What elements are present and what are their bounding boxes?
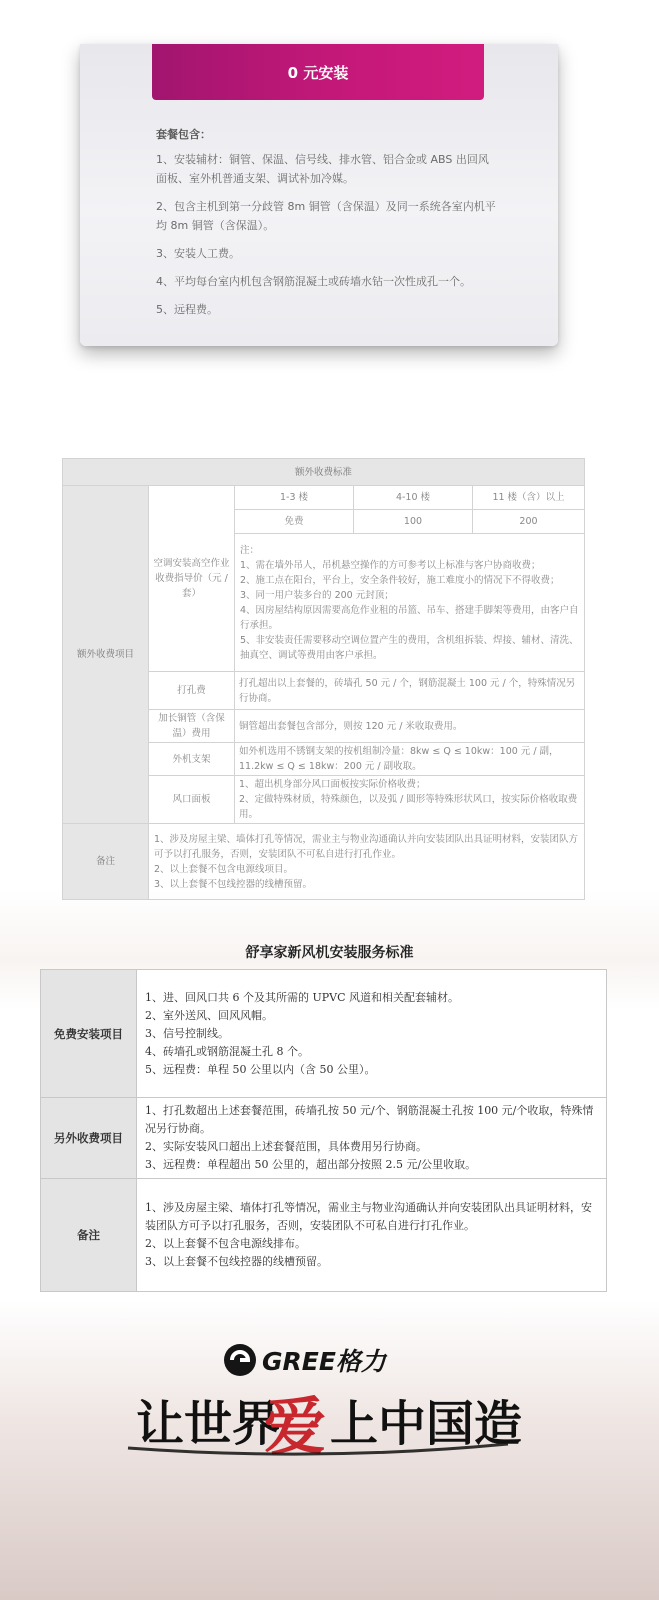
copper-pipe-fee-label: 加长铜管（含保温）费用 [149, 710, 235, 743]
floor-price: 免费 [235, 510, 354, 534]
free-install-label: 免费安装项目 [41, 970, 137, 1098]
note-line: 4、因房屋结构原因需要高危作业租的吊篮、吊车、搭建手脚架等费用，由客户自行承担。 [240, 604, 579, 631]
brand-slogan [128, 1390, 522, 1463]
remark-line: 2、以上套餐不包含电源线项目。 [154, 863, 294, 875]
drilling-fee-label: 打孔费 [149, 672, 235, 710]
extra-fee-table [62, 458, 585, 900]
note-line: 1、需在墙外吊人，吊机悬空操作的方可参考以上标准与客户协商收费； [240, 559, 541, 571]
content-line: 3、远程费：单程超出 50 公里的，超出部分按照 2.5 元/公里收取。 [145, 1158, 477, 1171]
gree-logo [224, 1344, 388, 1376]
content-line: 3、信号控制线。 [145, 1026, 229, 1040]
drilling-fee-content: 打孔超出以上套餐的，砖墙孔 50 元 / 个，钢筋混凝土 100 元 / 个，特殊情况另行协商。 [235, 672, 585, 710]
gree-logo-text: GREE格力 [262, 1347, 386, 1376]
note-line: 注： [240, 544, 260, 556]
copper-pipe-fee-content: 铜管超出套餐包含部分，则按 120 元 / 米收取费用。 [235, 710, 585, 743]
remark-content [149, 824, 585, 900]
floor-header: 4-10 楼 [354, 486, 473, 510]
content-line: 2、室外送风、回风风帽。 [145, 1008, 273, 1022]
fresh-air-table [40, 969, 607, 1292]
vent-panel-fee-content: 1、超出机身部分风口面板按实际价格收费； 2、定做特殊材质，特殊颜色，以及弧 / 圆形等特殊形状风口，按实际价格收取费用。 [235, 776, 585, 824]
fresh-air-title: 舒享家新风机安装服务标准 [245, 945, 414, 961]
remark-line: 3、以上套餐不包线控器的线槽预留。 [154, 878, 313, 890]
height-fee-notes [235, 534, 585, 672]
floor-header: 1-3 楼 [235, 486, 354, 510]
content-line: 2、以上套餐不包含电源线排布。 [145, 1237, 306, 1250]
package-item: 3、安装人工费。 [156, 247, 240, 260]
bracket-fee-content: 如外机选用不锈钢支架的按机组制冷量：8kw ≤ Q ≤ 10kw：100 元 / 副，11.2kw ≤ Q ≤ 18kw：200 元 / 副收取。 [235, 743, 585, 776]
content-line: 3、以上套餐不包线控器的线槽预留。 [145, 1255, 328, 1268]
content-line: 4、砖墙孔或钢筋混凝土孔 8 个。 [145, 1044, 309, 1058]
fresh-air-remark-label: 备注 [41, 1179, 137, 1292]
package-item: 5、远程费。 [156, 303, 218, 316]
slogan-red-char: 爱 [264, 1390, 327, 1463]
floor-header: 11 楼（含）以上 [473, 486, 585, 510]
fresh-air-remark-content [137, 1179, 607, 1292]
extra-charge-label: 另外收费项目 [41, 1098, 137, 1179]
package-card [80, 44, 558, 346]
fee-table-title: 额外收费标准 [63, 459, 585, 486]
slogan-right: 上中国造 [330, 1396, 523, 1452]
content-line: 1、打孔数超出上述套餐范围，砖墙孔按 50 元/个、钢筋混凝土孔按 100 元/个收取，特殊情况另行协商。 [145, 1104, 594, 1135]
package-list [156, 150, 496, 328]
bracket-fee-label: 外机支架 [149, 743, 235, 776]
package-item: 4、平均每台室内机包含钢筋混凝土或砖墙水钻一次性成孔一个。 [156, 275, 471, 288]
remark-line: 1、涉及房屋主梁、墙体打孔等情况，需业主与物业沟通确认并向安装团队出具证明材料，安装团队方可予以打孔服务，否则，安装团队不可私自进行打孔作业。 [154, 833, 579, 860]
note-line: 2、施工点在阳台，平台上，安全条件较好，施工难度小的情况下不得收费； [240, 574, 560, 586]
package-banner: 0 元安装 [152, 44, 484, 100]
brand-block [0, 1330, 659, 1470]
content-line: 5、远程费：单程 50 公里以内（含 50 公里）。 [145, 1062, 376, 1076]
extra-fee-label: 额外收费项目 [63, 486, 149, 824]
content-line: 1、涉及房屋主梁、墙体打孔等情况，需业主与物业沟通确认并向安装团队出具证明材料，安装团队方可予以打孔服务，否则，安装团队不可私自进行打孔作业。 [145, 1201, 592, 1232]
vent-panel-fee-label: 风口面板 [149, 776, 235, 824]
slogan-left: 让世界 [136, 1396, 281, 1452]
floor-price: 200 [473, 510, 585, 534]
height-fee-label: 空调安装高空作业收费指导价（元 / 套） [149, 486, 235, 672]
content-line: 1、进、回风口共 6 个及其所需的 UPVC 风道和相关配套辅材。 [145, 990, 460, 1004]
package-item: 2、包含主机到第一分歧管 8m 铜管（含保温）及同一系统各室内机平均 8m 铜管（含保温）。 [156, 200, 496, 232]
package-item: 1、安装辅材：铜管、保温、信号线、排水管、铝合金或 ABS 出回风面板、室外机普通支架、调试补加冷媒。 [156, 153, 489, 185]
note-line: 3、同一用户装多台的 200 元封顶； [240, 589, 394, 601]
package-heading: 套餐包含： [156, 128, 211, 141]
note-line: 5、非安装责任需要移动空调位置产生的费用，含机组拆装、焊接、辅材、清洗、抽真空、调试等费用由客户承担。 [240, 634, 579, 661]
free-install-content [137, 970, 607, 1098]
floor-price: 100 [354, 510, 473, 534]
extra-charge-content [137, 1098, 607, 1179]
content-line: 2、实际安装风口超出上述套餐范围，具体费用另行协商。 [145, 1140, 427, 1153]
remark-label: 备注 [63, 824, 149, 900]
